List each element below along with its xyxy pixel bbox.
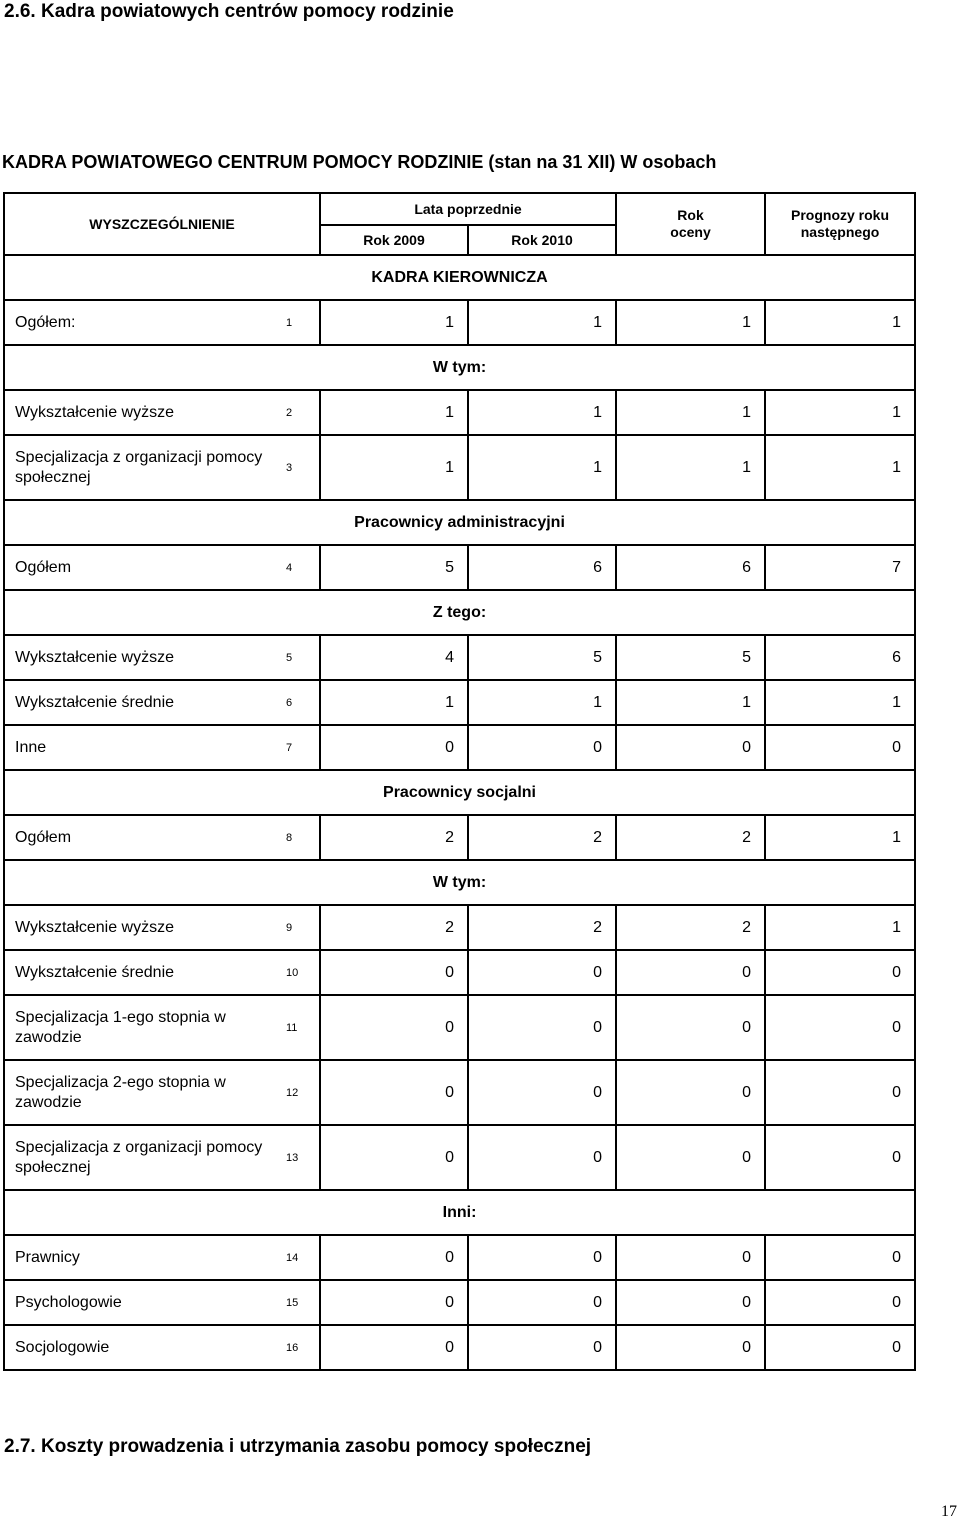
group-title: Pracownicy administracyjni (4, 500, 915, 545)
table-row (4, 1235, 915, 1280)
value-rok-2010: 0 (468, 1280, 616, 1325)
value-rok-2010: 1 (468, 300, 616, 345)
table-row (4, 995, 915, 1060)
value-rok-oceny: 1 (616, 680, 765, 725)
group-row (4, 770, 915, 815)
value-rok-2009: 0 (320, 1125, 468, 1190)
table-row (4, 635, 915, 680)
value-rok-2009: 0 (320, 1325, 468, 1370)
table-row (4, 680, 915, 725)
value-prognoza: 0 (765, 1125, 915, 1190)
value-rok-oceny: 0 (616, 950, 765, 995)
group-title: W tym: (4, 860, 915, 905)
kadra-table (3, 192, 916, 1371)
value-rok-2009: 5 (320, 545, 468, 590)
value-rok-2010: 1 (468, 680, 616, 725)
table-row (4, 545, 915, 590)
row-label: Ogółem (4, 545, 280, 590)
table-row (4, 905, 915, 950)
row-number: 6 (280, 680, 320, 725)
row-number: 4 (280, 545, 320, 590)
group-row (4, 860, 915, 905)
table-row (4, 1060, 915, 1125)
page-number: 17 (941, 1503, 957, 1520)
row-number: 1 (280, 300, 320, 345)
group-row (4, 255, 915, 300)
value-prognoza: 1 (765, 815, 915, 860)
value-rok-2010: 1 (468, 435, 616, 500)
value-prognoza: 0 (765, 1280, 915, 1325)
group-title: Pracownicy socjalni (4, 770, 915, 815)
value-rok-2010: 0 (468, 1125, 616, 1190)
row-label: Specjalizacja z organizacji pomocy społecznej (4, 435, 280, 500)
value-prognoza: 0 (765, 1060, 915, 1125)
group-title: KADRA KIEROWNICZA (4, 255, 915, 300)
group-title: W tym: (4, 345, 915, 390)
next-section-heading: 2.7. Koszty prowadzenia i utrzymania zasobu pomocy społecznej (4, 1436, 592, 1457)
value-prognoza: 1 (765, 435, 915, 500)
value-rok-oceny: 0 (616, 1280, 765, 1325)
header-rok-2009: Rok 2009 (320, 225, 468, 255)
value-rok-2009: 0 (320, 950, 468, 995)
value-rok-2009: 0 (320, 995, 468, 1060)
header-prognozy: Prognozy roku następnego (765, 193, 915, 255)
header-row (4, 193, 915, 225)
row-label: Inne (4, 725, 280, 770)
value-rok-oceny: 5 (616, 635, 765, 680)
value-rok-oceny: 0 (616, 1325, 765, 1370)
row-label: Specjalizacja z organizacji pomocy społecznej (4, 1125, 280, 1190)
row-label: Specjalizacja 2-ego stopnia w zawodzie (4, 1060, 280, 1125)
value-prognoza: 1 (765, 300, 915, 345)
header-rok-2010: Rok 2010 (468, 225, 616, 255)
value-rok-2009: 1 (320, 300, 468, 345)
value-rok-2009: 2 (320, 905, 468, 950)
value-prognoza: 0 (765, 995, 915, 1060)
value-rok-2010: 2 (468, 815, 616, 860)
value-rok-2010: 0 (468, 725, 616, 770)
row-number: 7 (280, 725, 320, 770)
value-prognoza: 6 (765, 635, 915, 680)
row-label: Socjologowie (4, 1325, 280, 1370)
value-rok-2009: 2 (320, 815, 468, 860)
header-rok-oceny: Rok oceny (616, 193, 765, 255)
value-rok-2009: 0 (320, 725, 468, 770)
row-label: Specjalizacja 1-ego stopnia w zawodzie (4, 995, 280, 1060)
group-row (4, 345, 915, 390)
table-row (4, 725, 915, 770)
header-lata-poprzednie: Lata poprzednie (320, 193, 616, 225)
row-label: Wykształcenie średnie (4, 680, 280, 725)
value-rok-oceny: 1 (616, 390, 765, 435)
value-prognoza: 1 (765, 905, 915, 950)
value-rok-oceny: 6 (616, 545, 765, 590)
table-row (4, 435, 915, 500)
row-label: Wykształcenie wyższe (4, 390, 280, 435)
value-rok-2009: 0 (320, 1235, 468, 1280)
value-rok-oceny: 2 (616, 815, 765, 860)
value-rok-2010: 1 (468, 390, 616, 435)
table-row (4, 950, 915, 995)
value-rok-2009: 1 (320, 390, 468, 435)
value-rok-oceny: 1 (616, 435, 765, 500)
table-row (4, 390, 915, 435)
group-row (4, 500, 915, 545)
value-rok-2009: 0 (320, 1060, 468, 1125)
row-number: 5 (280, 635, 320, 680)
row-number: 3 (280, 435, 320, 500)
value-rok-2009: 0 (320, 1280, 468, 1325)
value-rok-2009: 4 (320, 635, 468, 680)
row-number: 8 (280, 815, 320, 860)
value-rok-2010: 2 (468, 905, 616, 950)
value-prognoza: 1 (765, 390, 915, 435)
row-number: 11 (280, 995, 320, 1060)
table-row (4, 815, 915, 860)
header-wyszczegolnienie: WYSZCZEGÓLNIENIE (4, 193, 320, 255)
value-rok-2010: 0 (468, 1060, 616, 1125)
table-row (4, 1280, 915, 1325)
value-prognoza: 0 (765, 725, 915, 770)
value-prognoza: 7 (765, 545, 915, 590)
row-number: 13 (280, 1125, 320, 1190)
group-row (4, 1190, 915, 1235)
table-title: KADRA POWIATOWEGO CENTRUM POMOCY RODZINIE (stan na 31 XII) W osobach (2, 152, 717, 172)
row-number: 15 (280, 1280, 320, 1325)
value-rok-oceny: 0 (616, 725, 765, 770)
value-rok-2010: 6 (468, 545, 616, 590)
row-label: Psychologowie (4, 1280, 280, 1325)
value-rok-2010: 5 (468, 635, 616, 680)
group-row (4, 590, 915, 635)
value-rok-oceny: 0 (616, 995, 765, 1060)
value-prognoza: 1 (765, 680, 915, 725)
table-row (4, 1325, 915, 1370)
row-label: Wykształcenie średnie (4, 950, 280, 995)
value-prognoza: 0 (765, 1325, 915, 1370)
value-rok-oceny: 2 (616, 905, 765, 950)
value-rok-2009: 1 (320, 680, 468, 725)
value-prognoza: 0 (765, 1235, 915, 1280)
value-rok-oceny: 1 (616, 300, 765, 345)
section-heading: 2.6. Kadra powiatowych centrów pomocy rodzinie (4, 1, 454, 22)
table-row (4, 1125, 915, 1190)
row-number: 9 (280, 905, 320, 950)
row-number: 2 (280, 390, 320, 435)
row-label: Ogółem: (4, 300, 280, 345)
group-title: Z tego: (4, 590, 915, 635)
value-rok-2010: 0 (468, 1325, 616, 1370)
value-rok-oceny: 0 (616, 1060, 765, 1125)
table-row (4, 300, 915, 345)
row-number: 12 (280, 1060, 320, 1125)
value-rok-2010: 0 (468, 995, 616, 1060)
value-rok-oceny: 0 (616, 1125, 765, 1190)
row-label: Prawnicy (4, 1235, 280, 1280)
row-label: Ogółem (4, 815, 280, 860)
row-label: Wykształcenie wyższe (4, 635, 280, 680)
group-title: Inni: (4, 1190, 915, 1235)
row-number: 10 (280, 950, 320, 995)
value-rok-oceny: 0 (616, 1235, 765, 1280)
value-rok-2010: 0 (468, 950, 616, 995)
value-rok-2009: 1 (320, 435, 468, 500)
value-prognoza: 0 (765, 950, 915, 995)
row-label: Wykształcenie wyższe (4, 905, 280, 950)
table-body (4, 193, 915, 1370)
row-number: 14 (280, 1235, 320, 1280)
row-number: 16 (280, 1325, 320, 1370)
value-rok-2010: 0 (468, 1235, 616, 1280)
